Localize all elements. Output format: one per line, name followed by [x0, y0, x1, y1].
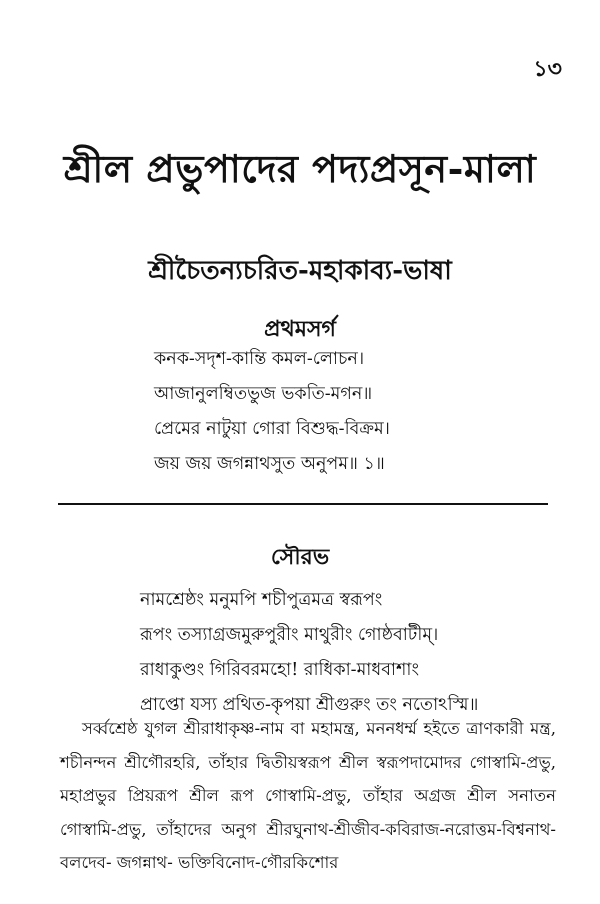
verse-line: জয় জয় জগন্নাথসুত অনুপম॥ ১॥: [154, 454, 385, 474]
canto-verse: [154, 342, 574, 482]
canto-heading: প্রথমসর্গ: [264, 316, 336, 342]
page-title: শ্রীল প্রভুপাদের পদ্যপ্রসূন-মালা: [63, 146, 537, 191]
verse-line: নামশ্রেষ্ঠং মনুমপি শচীপুত্রমত্র স্বরূপং: [140, 590, 383, 610]
verse-line: কনক-সদৃশ-কান্তি কমল-লোচন।: [154, 349, 365, 369]
page-subtitle: শ্রীচৈতন্যচরিত-মহাকাব্য-ভাষা: [148, 256, 452, 286]
verse-line: রাধাকুণ্ডং গিরিবরমহো! রাধিকা-মাধবাশাং: [140, 660, 419, 680]
saurabh-verse: [140, 583, 560, 723]
commentary-paragraph: সর্ব্বশ্রেষ্ঠ যুগল শ্রীরাধাকৃষ্ণ-নাম বা মহামন্ত্র, মননধর্ম্ম হইতে ত্রাণকারী মন্ত্র, শচীনন্দন শ্রীগৌরহরি, তাঁহার দ্বিতীয়স্বরূপ শ্রীল স্বরূপদামোদর গোস্বামি-প্রভু, মহাপ্রভুর প্রিয়রূপ শ্রীল রূপ গোস্বামি-প্রভু, তাঁহার অগ্রজ শ্রীল সনাতন গোস্বামি-প্রভু, তাঁহাদের অনুগ শ্রীরঘুনাথ-শ্রীজীব-কবিরাজ-নরোত্তম-বিশ্বনাথ- বলদেব- জগন্নাথ- ভক্তিবিনোদ-গৌরকিশোর: [60, 719, 556, 872]
verse-line: রূপং তস্যাগ্রজমুরুপুরীং মাথুরীং গোষ্ঠবাটীম্।: [140, 625, 439, 645]
section-divider: [58, 503, 548, 505]
verse-line: প্রাপ্তো যস্য প্রথিত-কৃপয়া শ্রীগুরুং তং নতোঽস্মি॥: [140, 695, 479, 715]
saurabh-heading: সৌরভ: [270, 544, 330, 570]
page-number: ১৩: [533, 56, 562, 82]
verse-line: আজানুলম্বিতভুজ ভকতি-মগন॥: [154, 384, 373, 404]
verse-line: প্রেমের নাটুয়া গোরা বিশুদ্ধ-বিক্রম।: [154, 419, 390, 439]
